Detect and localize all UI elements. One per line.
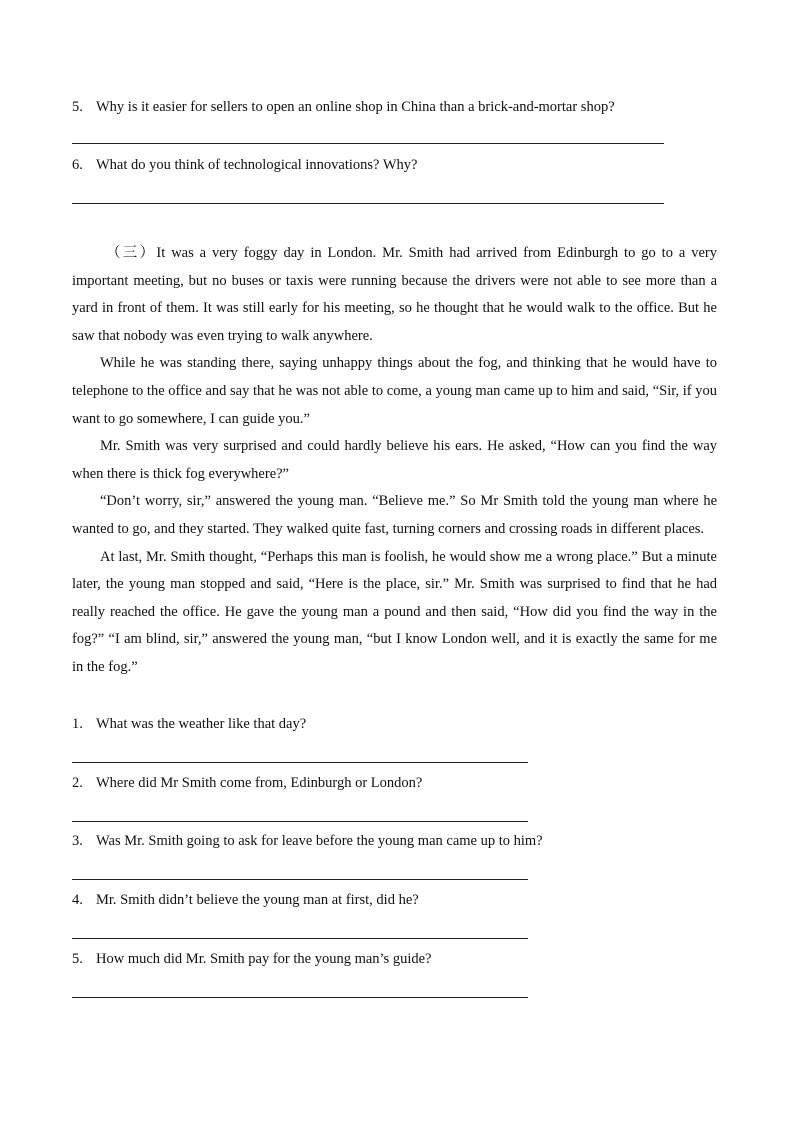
reading-passage xyxy=(72,240,717,682)
question-number: 5. xyxy=(72,951,83,967)
section-marker: （三） xyxy=(106,245,157,261)
question-5-top xyxy=(72,99,615,116)
answer-line[interactable] xyxy=(72,143,664,144)
question-text: Where did Mr Smith come from, Edinburgh or London? xyxy=(96,775,423,791)
question-text: Why is it easier for sellers to open an online shop in China than a brick-and-mortar shop? xyxy=(96,99,615,115)
question-number: 3. xyxy=(72,833,83,849)
question-number: 2. xyxy=(72,775,83,791)
passage-paragraph: “Don’t worry, sir,” answered the young man. “Believe me.” So Mr Smith told the young man where he wanted to go, and they started. They walked quite fast, turning corners and crossing roads in different places. xyxy=(72,493,717,537)
question-text: What was the weather like that day? xyxy=(96,716,307,732)
passage-paragraph: While he was standing there, saying unhappy things about the fog, and thinking that he would have to telephone to the office and say that he was not able to come, a young man came up to him and said, “Sir, if you want to go somewhere, I can guide you.” xyxy=(72,355,717,427)
passage-paragraph: Mr. Smith was very surprised and could hardly believe his ears. He asked, “How can you find the way when there is thick fog everywhere?” xyxy=(72,438,717,482)
question-6-top xyxy=(72,157,417,174)
question-number: 6. xyxy=(72,157,83,173)
answer-line[interactable] xyxy=(72,879,528,880)
passage-paragraph: At last, Mr. Smith thought, “Perhaps this man is foolish, he would show me a wrong place.” But a minute later, the young man stopped and said, “Here is the place, sir.” Mr. Smith was surprised to find that he had really reached the office. He gave the young man a pound and then said, “How did you find the way in the fog?” “I am blind, sir,” answered the young man, “but I know London well, and it is exactly the same for me in the fog.” xyxy=(72,548,717,675)
passage-question-5 xyxy=(72,951,431,968)
passage-question-2 xyxy=(72,775,422,792)
question-number: 4. xyxy=(72,892,83,908)
question-text: Was Mr. Smith going to ask for leave before the young man came up to him? xyxy=(96,833,543,849)
answer-line[interactable] xyxy=(72,997,528,998)
question-text: Mr. Smith didn’t believe the young man at first, did he? xyxy=(96,892,419,908)
passage-question-3 xyxy=(72,833,543,850)
question-text: How much did Mr. Smith pay for the young man’s guide? xyxy=(96,951,432,967)
answer-line[interactable] xyxy=(72,762,528,763)
question-number: 1. xyxy=(72,716,83,732)
answer-line[interactable] xyxy=(72,203,664,204)
answer-line[interactable] xyxy=(72,821,528,822)
question-number: 5. xyxy=(72,99,83,115)
question-text: What do you think of technological innovations? Why? xyxy=(96,157,418,173)
passage-question-1 xyxy=(72,716,306,733)
answer-line[interactable] xyxy=(72,938,528,939)
passage-paragraph: （三）It was a very foggy day in London. Mr. Smith had arrived from Edinburgh to go to a very important meeting, but no buses or taxis were running because the drivers were not able to see more than a yard in front of them. It was still early for his meeting, so he thought that he would walk to the office. But he saw that nobody was even trying to walk anywhere. xyxy=(72,245,718,344)
passage-question-4 xyxy=(72,892,419,909)
